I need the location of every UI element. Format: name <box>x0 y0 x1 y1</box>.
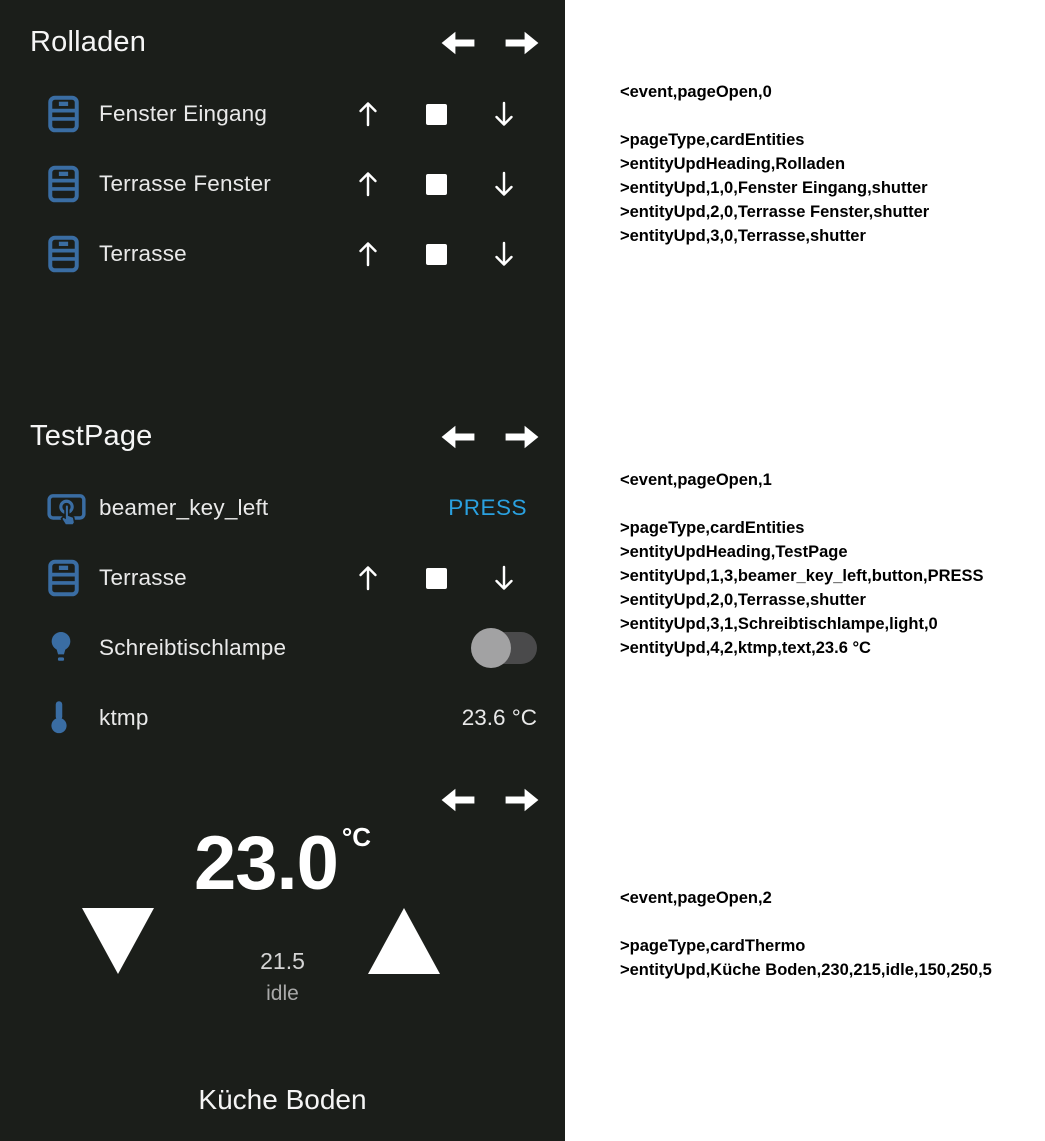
press-button[interactable]: PRESS <box>448 495 527 520</box>
log-block-page-2 <box>620 886 992 982</box>
shutter-up-button[interactable] <box>351 236 385 272</box>
log-line: >pageType,cardEntities <box>620 519 805 537</box>
thermometer-icon <box>45 697 90 739</box>
current-temperature-value: 23.0 <box>193 821 338 906</box>
log-line: >entityUpdHeading,TestPage <box>620 543 848 561</box>
entity-row-terrasse <box>0 219 565 289</box>
hvac-state: idle <box>266 982 299 1005</box>
text-value: 23.6 °C <box>461 705 537 730</box>
log-block-page-0 <box>620 80 929 248</box>
window-shutter-icon <box>45 558 90 598</box>
window-shutter-icon <box>45 164 90 204</box>
stop-square-icon <box>426 568 447 589</box>
entity-rows <box>0 473 565 753</box>
entity-label: Terrasse <box>99 565 187 590</box>
nav-prev-button[interactable] <box>439 29 477 57</box>
setpoint-value: 21.5 <box>260 948 305 974</box>
log-block-page-1 <box>620 468 984 660</box>
shutter-controls <box>351 96 521 132</box>
stop-square-icon <box>426 104 447 125</box>
shutter-down-button[interactable] <box>487 236 521 272</box>
page-title: Rolladen <box>30 26 147 58</box>
entity-label: Schreibtischlampe <box>99 635 287 660</box>
shutter-up-button[interactable] <box>351 166 385 202</box>
log-line: >pageType,cardThermo <box>620 937 806 955</box>
entity-row-fenster-eingang <box>0 79 565 149</box>
log-line: >entityUpdHeading,Rolladen <box>620 155 846 173</box>
entity-row-beamer-key-left <box>0 473 565 543</box>
current-temperature <box>0 821 565 906</box>
log-line: >entityUpd,2,0,Terrasse,shutter <box>620 591 866 609</box>
log-line: >entityUpd,Küche Boden,230,215,idle,150,250,5 <box>620 961 992 979</box>
shutter-up-button[interactable] <box>351 96 385 132</box>
entity-label: Terrasse <box>99 241 187 266</box>
entity-label: ktmp <box>99 705 149 730</box>
log-line: >entityUpd,3,1,Schreibtischlampe,light,0 <box>620 615 938 633</box>
stop-square-icon <box>426 174 447 195</box>
log-line <box>620 492 984 516</box>
shutter-stop-button[interactable] <box>419 236 453 272</box>
shutter-stop-button[interactable] <box>419 560 453 596</box>
entity-row-terrasse <box>0 543 565 613</box>
shutter-controls <box>351 236 521 272</box>
arrow-left-icon <box>439 786 477 814</box>
card-thermo-kueche-boden <box>0 760 565 1141</box>
nav-next-button[interactable] <box>503 29 541 57</box>
nav-next-button[interactable] <box>503 786 541 814</box>
log-line <box>620 910 992 934</box>
stop-square-icon <box>426 244 447 265</box>
log-line: <event,pageOpen,0 <box>620 83 772 101</box>
arrow-right-icon <box>503 29 541 57</box>
arrow-left-icon <box>439 423 477 451</box>
log-line: >entityUpd,4,2,ktmp,text,23.6 °C <box>620 639 871 657</box>
log-line: <event,pageOpen,2 <box>620 889 772 907</box>
log-line: >pageType,cardEntities <box>620 131 805 149</box>
light-toggle-off[interactable] <box>471 628 537 668</box>
nav-prev-button[interactable] <box>439 786 477 814</box>
log-line <box>620 104 929 128</box>
page-nav <box>439 423 541 451</box>
shutter-stop-button[interactable] <box>419 96 453 132</box>
log-line: >entityUpd,1,3,beamer_key_left,button,PRESS <box>620 567 984 585</box>
nav-prev-button[interactable] <box>439 423 477 451</box>
arrow-left-icon <box>439 29 477 57</box>
entity-row-ktmp <box>0 683 565 753</box>
card-entities-testpage <box>0 380 565 760</box>
entity-row-schreibtischlampe <box>0 613 565 683</box>
page-nav <box>439 786 541 814</box>
shutter-down-button[interactable] <box>487 96 521 132</box>
shutter-controls <box>351 560 521 596</box>
log-line: <event,pageOpen,1 <box>620 471 772 489</box>
arrow-right-icon <box>503 786 541 814</box>
shutter-up-button[interactable] <box>351 560 385 596</box>
log-line: >entityUpd,2,0,Terrasse Fenster,shutter <box>620 203 930 221</box>
page-nav <box>439 29 541 57</box>
card-header <box>0 380 565 453</box>
thermostat-name: Küche Boden <box>198 1084 367 1115</box>
card-entities-rolladen <box>0 0 565 380</box>
shutter-stop-button[interactable] <box>419 166 453 202</box>
lightbulb-icon <box>45 628 90 668</box>
window-shutter-icon <box>45 234 90 274</box>
temperature-unit: °C <box>341 822 372 852</box>
toggle-knob <box>471 628 511 668</box>
shutter-down-button[interactable] <box>487 166 521 202</box>
shutter-controls <box>351 166 521 202</box>
entity-label: Fenster Eingang <box>99 101 268 126</box>
window-shutter-icon <box>45 94 90 134</box>
log-line: >entityUpd,1,0,Fenster Eingang,shutter <box>620 179 928 197</box>
entity-label: Terrasse Fenster <box>99 171 272 196</box>
gesture-tap-icon <box>45 488 90 529</box>
entity-row-terrasse-fenster <box>0 149 565 219</box>
protocol-log-column <box>565 0 1045 1141</box>
nav-next-button[interactable] <box>503 423 541 451</box>
log-line: >entityUpd,3,0,Terrasse,shutter <box>620 227 866 245</box>
card-header <box>0 0 565 59</box>
entity-rows <box>0 79 565 289</box>
page-title: TestPage <box>30 420 153 452</box>
entity-label: beamer_key_left <box>99 495 269 520</box>
arrow-right-icon <box>503 423 541 451</box>
shutter-down-button[interactable] <box>487 560 521 596</box>
